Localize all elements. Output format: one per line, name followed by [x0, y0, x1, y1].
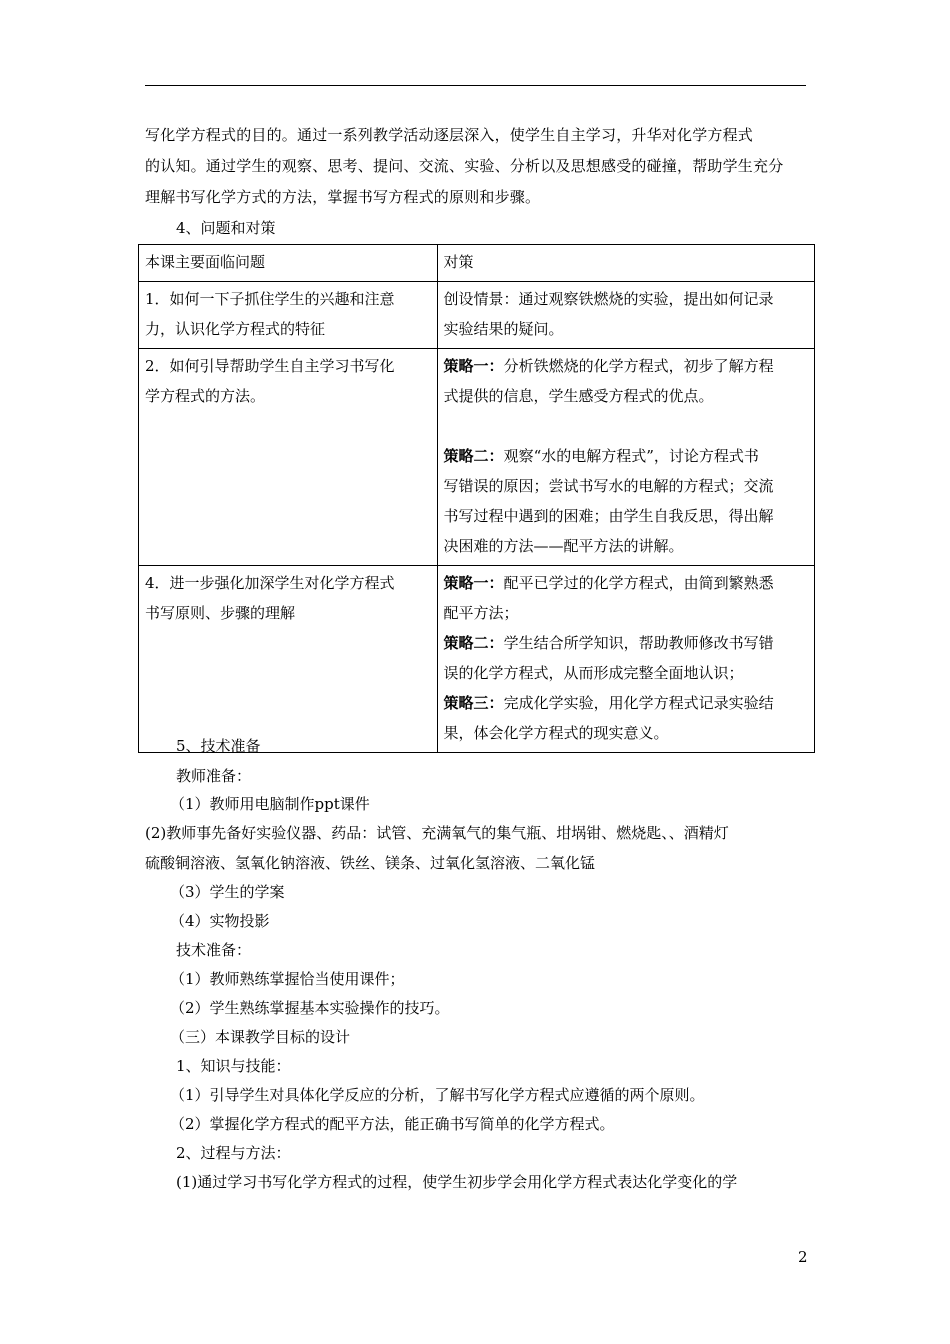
strategy-text: 观察“水的电解方程式”，讨论方程式书: [503, 447, 759, 465]
body-text-line: 2、过程与方法：: [176, 1144, 291, 1162]
header-cell: 对策: [437, 245, 814, 282]
body-text-line: 1、知识与技能：: [176, 1057, 291, 1075]
strategy-line: [444, 688, 808, 718]
cell-line: 实验结果的疑问。: [443, 320, 564, 338]
strategy-cell: [437, 349, 814, 566]
problem-cell: [139, 566, 438, 753]
body-text-line: 技术准备：: [176, 941, 252, 959]
body-text-line: （1）引导学生对具体化学反应的分析，了解书写化学方程式应遵循的两个原则。: [170, 1086, 705, 1104]
cell-line: 式提供的信息，学生感受方程式的优点。: [443, 387, 714, 405]
strategy-label: 策略一：: [443, 574, 504, 592]
strategy-text: 配平已学过的化学方程式，由简到繁熟悉: [503, 574, 774, 592]
strategy-label: 策略一：: [443, 357, 504, 375]
section-heading: 4、问题和对策: [176, 219, 276, 237]
cell-line: 误的化学方程式，从而形成完整全面地认识；: [443, 664, 744, 682]
body-text-line: （1）教师熟练掌握恰当使用课件；: [170, 970, 405, 988]
page-number: 2: [798, 1248, 808, 1266]
body-text-line: (1)通过学习书写化学方程式的过程，使学生初步学会用化学方程式表达化学变化的学: [176, 1173, 738, 1191]
cell-line: 果，体会化学方程式的现实意义。: [443, 724, 669, 742]
table-row: [139, 349, 815, 566]
cell-line: 写错误的原因；尝试书写水的电解的方程式；交流: [443, 477, 774, 495]
body-text-line: 教师准备：: [176, 767, 252, 785]
strategy-cell: [437, 566, 814, 753]
strategy-label: 策略二：: [443, 447, 504, 465]
strategy-text: 学生结合所学知识，帮助教师修改书写错: [503, 634, 774, 652]
blank-line: [444, 411, 808, 441]
strategy-line: [444, 351, 808, 381]
strategy-text: 分析铁燃烧的化学方程式，初步了解方程: [503, 357, 774, 375]
cell-line: 学方程式的方法。: [145, 387, 266, 405]
strategy-text: 完成化学实验，用化学方程式记录实验结: [503, 694, 774, 712]
cell-line: 2．如何引导帮助学生自主学习书写化: [145, 357, 395, 375]
strategy-line: [444, 568, 808, 598]
cell-line: 书写过程中遇到的困难；由学生自我反思，得出解: [443, 507, 774, 525]
body-text-line: （1）教师用电脑制作ppt课件: [170, 795, 370, 813]
body-text-line: （3）学生的学案: [170, 883, 285, 901]
header-cell: 本课主要面临问题: [139, 245, 438, 282]
body-text-line: 硫酸铜溶液、氢氧化钠溶液、铁丝、镁条、过氧化氢溶液、二氧化锰: [145, 854, 596, 872]
intro-line: 理解书写化学方式的方法，掌握书写方程式的原则和步骤。: [145, 188, 541, 206]
body-text-line: (2)教师事先备好实验仪器、药品：试管、充满氧气的集气瓶、坩埚钳、燃烧匙、、酒精灯: [145, 824, 729, 842]
cell-line: 决困难的方法——配平方法的讲解。: [443, 537, 684, 555]
table-row: [139, 282, 815, 349]
strategy-line: [444, 441, 808, 471]
table-row: [139, 566, 815, 753]
cell-line: 创设情景：通过观察铁燃烧的实验，提出如何记录: [443, 290, 774, 308]
problems-strategies-table: [138, 244, 815, 753]
problem-cell: [139, 282, 438, 349]
cell-line: 书写原则、步骤的理解: [145, 604, 296, 622]
body-text-line: （2）学生熟练掌握基本实验操作的技巧。: [170, 999, 450, 1017]
table-header-row: [139, 245, 815, 282]
header-rule: [145, 85, 806, 86]
body-text-line: （2）掌握化学方程式的配平方法，能正确书写简单的化学方程式。: [170, 1115, 615, 1133]
strategy-label: 策略二：: [443, 634, 504, 652]
cell-line: 配平方法；: [443, 604, 519, 622]
strategy-cell: [437, 282, 814, 349]
intro-line: 的认知。通过学生的观察、思考、提问、交流、实验、分析以及思想感受的碰撞，帮助学生充分: [145, 157, 784, 175]
intro-line: 写化学方程式的目的。通过一系列教学活动逐层深入，使学生自主学习，升华对化学方程式: [145, 126, 754, 144]
body-text-line: 5、技术准备: [176, 737, 261, 755]
cell-line: 力，认识化学方程式的特征: [145, 320, 326, 338]
body-text-line: （4）实物投影: [170, 912, 270, 930]
cell-line: 1．如何一下子抓住学生的兴趣和注意: [145, 290, 395, 308]
strategy-label: 策略三：: [443, 694, 504, 712]
body-text-line: （三）本课教学目标的设计: [170, 1028, 351, 1046]
problem-cell: [139, 349, 438, 566]
strategy-line: [444, 628, 808, 658]
cell-line: 4．进一步强化加深学生对化学方程式: [145, 574, 395, 592]
